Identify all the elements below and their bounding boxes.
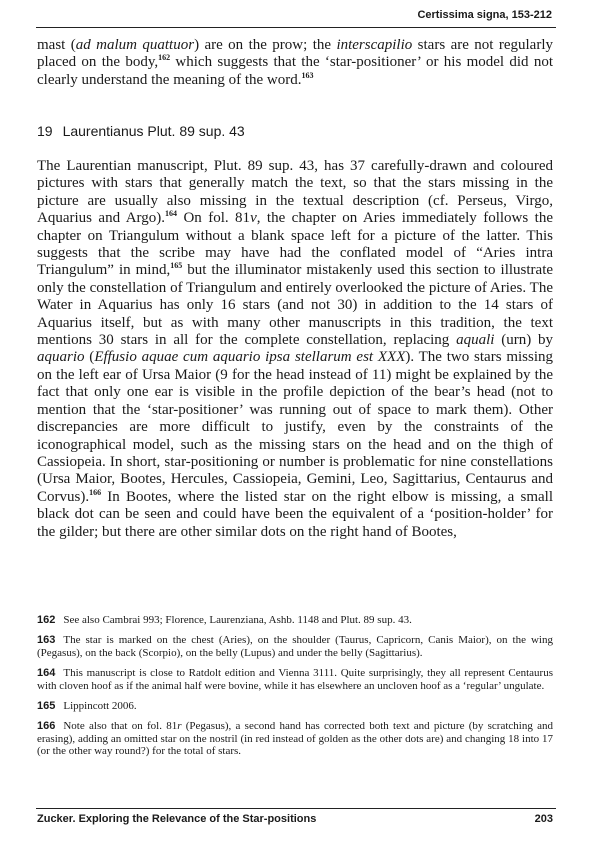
paragraph-continuation: mast (ad malum quattuor) are on the prow; the interscapilio stars are not regularly placed on the body,$^{162}$ which suggests that the ‘star-positioner’ or his model did not clearly understand the meaning of the word.$^{163}$ [37, 37, 554, 88]
running-head: Certissima signa, 153-212 [417, 9, 552, 21]
footnote-ref[interactable]: 166 [89, 487, 102, 497]
page-footer [37, 813, 553, 825]
footer-rule [36, 808, 556, 809]
footnote-ref[interactable]: 163 [301, 70, 314, 80]
footnote-164: 164 This manuscript is close to Ratdolt edition and Vienna 3111. Quite surprisingly, they all represent Centaurus with cloven hoof as if the animal half were bovine, while it has elsewhere an uncloven hoof as a ‘regular’ ungulate. [37, 667, 553, 692]
footnote-165: 165 Lippincott 2006. [37, 700, 137, 713]
footnote-162: 162 See also Cambrai 993; Florence, Laurenziana, Ashb. 1148 and Plut. 89 sup. 43. [37, 614, 412, 626]
footnote-166: 166 Note also that on fol. 81r (Pegasus), a second hand has corrected both text and picture (by scratching and erasing), adding an omitted star on the nostril (in red instead of golden as the other dots are) and changing 18 into 17 (or the other way round?) for the total of stars. [37, 720, 553, 758]
paragraph-laurentian: The Laurentian manuscript, Plut. 89 sup. 43, has 37 carefully-drawn and coloured pictures with stars that generally match the text, so that the stars missing in the picture are usually also missing in the textual description (cf. Perseus, Virgo, Aquarius and Argo).$^{164}$ On fol. 81v, the chapter on Aries immediately follows the chapter on Triangulum without a blank space left for a picture of the latter. This suggests that the scribe may have had the conflated model of “Aries intra Triangulum” in mind,$^{165}$ but the illuminator mistakenly used this section to illustrate only the constellation of Triangulum and entirely overlooked the picture of Aries. The Water in Aquarius has only 16 stars (and not 30) in addition to the 14 stars of Aquarius itself, but as with many other manuscripts in this tradition, the text mentions 30 stars in all for the complete constellation, replacing aquali (urn) by aquario (Effusio aquae cum aquario ipsa stellarum est XXX). The two stars missing on the left ear of Ursa Maior (9 for the head instead of 11) might be explained by the fact that only one ear is visible in the profile depiction of the bear’s head (not to mention that the ‘star-positioner’ was running out of space to mark them). Other discrepancies are more difficult to justify, even by the constraints of the iconographical model, such as the missing stars on the head and on the thigh of Cassiopeia. In short, star-positioning or number is problematic for nine constellations (Ursa Maior, Bootes, Hercules, Cassiopeia, Gemini, Leo, Sagittarius, Centaurus and Corvus).$^{166}$ In Bootes, where the listed star on the right elbow is missing, a small black dot can be seen and could have been the equivalent of a ‘position-holder’ for the gilder; but there are other similar dots on the right hand of Bootes, [37, 158, 554, 540]
section-number: 19 [37, 123, 53, 139]
footer-title: Zucker. Exploring the Relevance of the Star-positions [37, 813, 317, 825]
footnote-ref[interactable]: 162 [158, 53, 171, 63]
page-number: 203 [534, 813, 553, 825]
section-heading [37, 123, 245, 139]
footnote-ref[interactable]: 164 [165, 209, 177, 219]
footnotes [37, 614, 553, 766]
header-rule [36, 27, 556, 28]
section-title: Laurentianus Plut. 89 sup. 43 [62, 123, 245, 139]
footnote-163: 163 The star is marked on the chest (Aries), on the shoulder (Taurus, Capricorn, Canis Maior), on the wing (Pegasus), on the back (Scorpio), on the belly (Lupus) and under the belly (Sagittarius). [37, 634, 553, 659]
footnote-ref[interactable]: 165 [170, 261, 183, 271]
